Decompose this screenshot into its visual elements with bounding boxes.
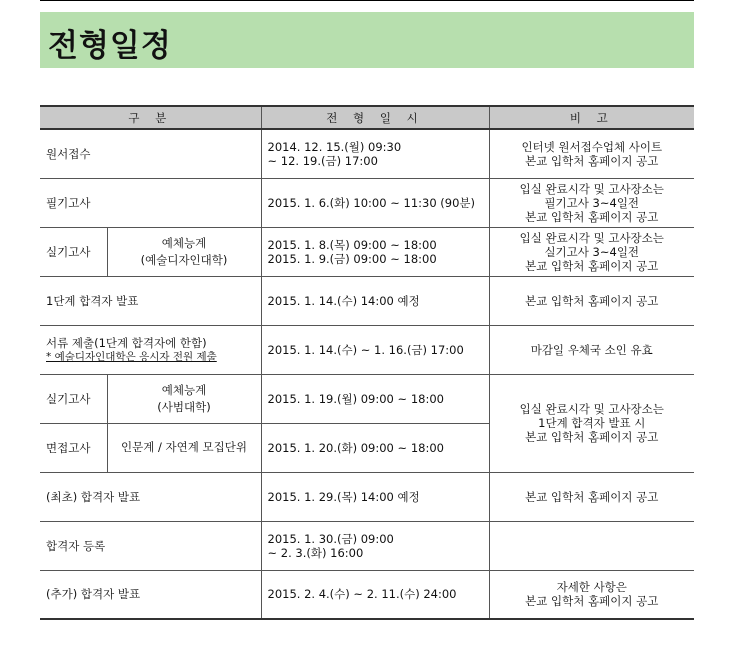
- row-date: 2015. 1. 14.(수) ~ 1. 16.(금) 17:00: [261, 325, 489, 374]
- row-note: 본교 입학처 홈페이지 공고: [489, 472, 694, 521]
- table-row: [40, 129, 694, 178]
- row-date: 2014. 12. 15.(월) 09:30 ~ 12. 19.(금) 17:00: [261, 129, 489, 178]
- row-label: 원서접수: [40, 129, 261, 178]
- row-date: 2015. 1. 6.(화) 10:00 ~ 11:30 (90분): [261, 178, 489, 227]
- row-note: 입실 완료시각 및 고사장소는 필기고사 3~4일전 본교 입학처 홈페이지 공고: [489, 178, 694, 227]
- row-note: 입실 완료시각 및 고사장소는 1단계 합격자 발표 시 본교 입학처 홈페이지 공고: [489, 374, 694, 472]
- row-note: 인터넷 원서접수업체 사이트 본교 입학처 홈페이지 공고: [489, 129, 694, 178]
- row-note: 마감일 우체국 소인 유효: [489, 325, 694, 374]
- row-note: 자세한 사항은 본교 입학처 홈페이지 공고: [489, 570, 694, 619]
- row-label: 면접고사: [40, 423, 107, 472]
- row-label: 실기고사: [40, 374, 107, 423]
- table-row: [40, 472, 694, 521]
- top-rule: [40, 0, 694, 1]
- row-label: (추가) 합격자 발표: [40, 570, 261, 619]
- row-date: 2015. 1. 29.(목) 14:00 예정: [261, 472, 489, 521]
- row-label: 서류 제출(1단계 합격자에 한함) * 예술디자인대학은 응시자 전원 제출: [40, 325, 261, 374]
- row-date: 2015. 1. 14.(수) 14:00 예정: [261, 276, 489, 325]
- row-note: [489, 521, 694, 570]
- header-category: 구 분: [40, 106, 261, 129]
- row-note: 입실 완료시각 및 고사장소는 실기고사 3~4일전 본교 입학처 홈페이지 공고: [489, 227, 694, 276]
- table-row: [40, 521, 694, 570]
- row-label: 합격자 등록: [40, 521, 261, 570]
- row-sublabel: 인문계 / 자연계 모집단위: [107, 423, 261, 472]
- row-footnote: * 예술디자인대학은 응시자 전원 제출: [46, 350, 217, 363]
- row-date: 2015. 1. 20.(화) 09:00 ~ 18:00: [261, 423, 489, 472]
- row-label: 1단계 합격자 발표: [40, 276, 261, 325]
- row-label: 실기고사: [40, 227, 107, 276]
- row-date: 2015. 1. 19.(월) 09:00 ~ 18:00: [261, 374, 489, 423]
- row-sublabel: 예체능계 (사범대학): [107, 374, 261, 423]
- header-remarks: 비 고: [489, 106, 694, 129]
- table-row: [40, 178, 694, 227]
- table-row: [40, 325, 694, 374]
- row-label: (최초) 합격자 발표: [40, 472, 261, 521]
- page-title: 전형일정: [48, 28, 172, 64]
- header-schedule: 전 형 일 시: [261, 106, 489, 129]
- row-sublabel: 예체능계 (예술디자인대학): [107, 227, 261, 276]
- table-row: [40, 570, 694, 619]
- row-date: 2015. 1. 8.(목) 09:00 ~ 18:00 2015. 1. 9.(금) 09:00 ~ 18:00: [261, 227, 489, 276]
- table-row: [40, 276, 694, 325]
- table-header-row: [40, 106, 694, 129]
- table-row: [40, 227, 694, 276]
- row-date: 2015. 1. 30.(금) 09:00 ~ 2. 3.(화) 16:00: [261, 521, 489, 570]
- row-date: 2015. 2. 4.(수) ~ 2. 11.(수) 24:00: [261, 570, 489, 619]
- schedule-table: [40, 105, 694, 620]
- title-banner: [40, 12, 694, 68]
- table-row: [40, 374, 694, 423]
- row-note: 본교 입학처 홈페이지 공고: [489, 276, 694, 325]
- row-label: 필기고사: [40, 178, 261, 227]
